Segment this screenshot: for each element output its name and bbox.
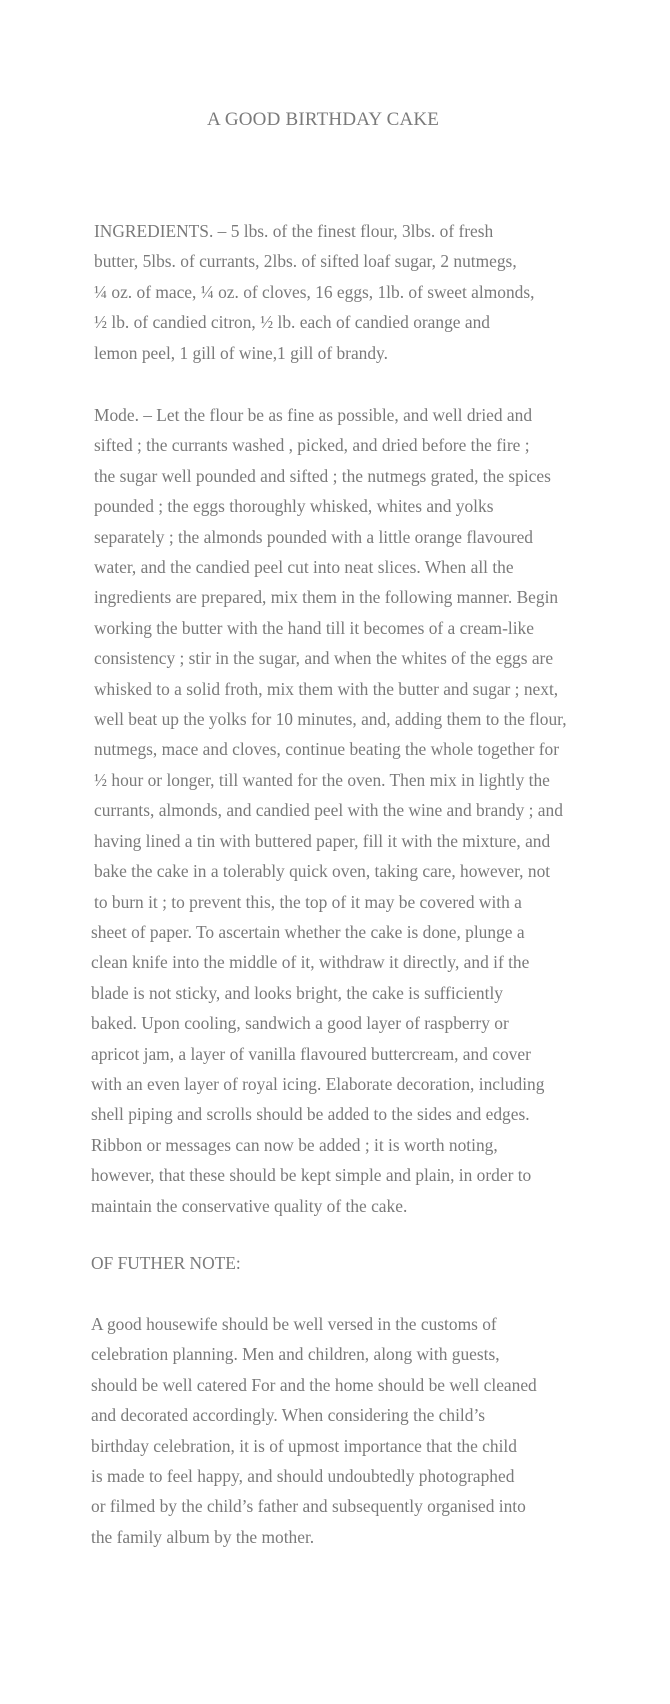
mode-line: having lined a tin with buttered paper, fill it with the mixture, and: [94, 830, 551, 851]
mode-line: well beat up the yolks for 10 minutes, and, adding them to the flour,: [94, 709, 567, 730]
mode-line: blade is not sticky, and looks bright, the cake is sufficiently: [91, 982, 503, 1003]
mode-paragraph: [91, 400, 567, 1221]
mode-line: water, and the candied peel cut into neat slices. When all the: [94, 557, 514, 578]
mode-line: Mode. – Let the flour be as fine as possible, and well dried and: [94, 405, 533, 425]
mode-line: to burn it ; to prevent this, the top of it may be covered with a: [94, 891, 522, 912]
mode-line: apricot jam, a layer of vanilla flavoured buttercream, and cover: [91, 1043, 531, 1064]
mode-line: ½ hour or longer, till wanted for the oven. Then mix in lightly the: [94, 769, 550, 790]
mode-line: clean knife into the middle of it, withdraw it directly, and if the: [91, 952, 530, 973]
mode-line: sifted ; the currants washed , picked, and dried before the fire ;: [94, 435, 530, 456]
mode-line: sheet of paper. To ascertain whether the cake is done, plunge a: [91, 921, 525, 942]
note-line: the family album by the mother.: [91, 1526, 315, 1547]
mode-line: pounded ; the eggs thoroughly whisked, whites and yolks: [94, 496, 494, 517]
ingredients-line: butter, 5lbs. of currants, 2lbs. of sifted loaf sugar, 2 nutmegs,: [94, 251, 517, 272]
mode-line: currants, almonds, and candied peel with the wine and brandy ; and: [94, 800, 563, 821]
note-heading: OF FUTHER NOTE:: [91, 1253, 241, 1273]
note-line: should be well catered For and the home should be well cleaned: [91, 1374, 537, 1395]
mode-line: however, that these should be kept simple and plain, in order to: [91, 1165, 532, 1186]
ingredients-line: INGREDIENTS. – 5 lbs. of the finest flour, 3lbs. of fresh: [94, 221, 494, 241]
mode-line: baked. Upon cooling, sandwich a good layer of raspberry or: [91, 1013, 509, 1034]
ingredients-line: lemon peel, 1 gill of wine,1 gill of brandy.: [94, 342, 388, 363]
note-line: or filmed by the child’s father and subsequently organised into: [91, 1496, 526, 1517]
mode-line: the sugar well pounded and sifted ; the nutmegs grated, the spices: [94, 465, 551, 486]
mode-line: working the butter with the hand till it becomes of a cream-like: [94, 617, 534, 638]
document-title: A GOOD BIRTHDAY CAKE: [207, 109, 440, 130]
mode-line: bake the cake in a tolerably quick oven, taking care, however, not: [94, 861, 551, 882]
mode-line: ingredients are prepared, mix them in the following manner. Begin: [94, 587, 559, 608]
note-line: is made to feel happy, and should undoubtedly photographed: [91, 1466, 515, 1487]
mode-line: separately ; the almonds pounded with a little orange flavoured: [94, 526, 533, 547]
note-line: birthday celebration, it is of upmost importance that the child: [91, 1435, 517, 1456]
mode-line: consistency ; stir in the sugar, and when the whites of the eggs are: [94, 648, 554, 669]
note-line: celebration planning. Men and children, along with guests,: [91, 1344, 500, 1365]
ingredients-line: ¼ oz. of mace, ¼ oz. of cloves, 16 eggs, 1lb. of sweet almonds,: [94, 281, 535, 302]
note-paragraph: [91, 1309, 537, 1552]
note-line: A good housewife should be well versed in the customs of: [91, 1314, 497, 1334]
mode-line: shell piping and scrolls should be added to the sides and edges.: [91, 1104, 530, 1125]
ingredients-paragraph: [94, 216, 534, 368]
mode-line: nutmegs, mace and cloves, continue beating the whole together for: [94, 739, 560, 760]
mode-line: with an even layer of royal icing. Elaborate decoration, including: [91, 1073, 545, 1094]
mode-line: maintain the conservative quality of the cake.: [91, 1195, 408, 1216]
note-line: and decorated accordingly. When considering the child’s: [91, 1405, 486, 1426]
mode-line: whisked to a solid froth, mix them with the butter and sugar ; next,: [94, 678, 559, 699]
ingredients-line: ½ lb. of candied citron, ½ lb. each of candied orange and: [94, 312, 490, 333]
mode-line: Ribbon or messages can now be added ; it is worth noting,: [91, 1134, 498, 1155]
